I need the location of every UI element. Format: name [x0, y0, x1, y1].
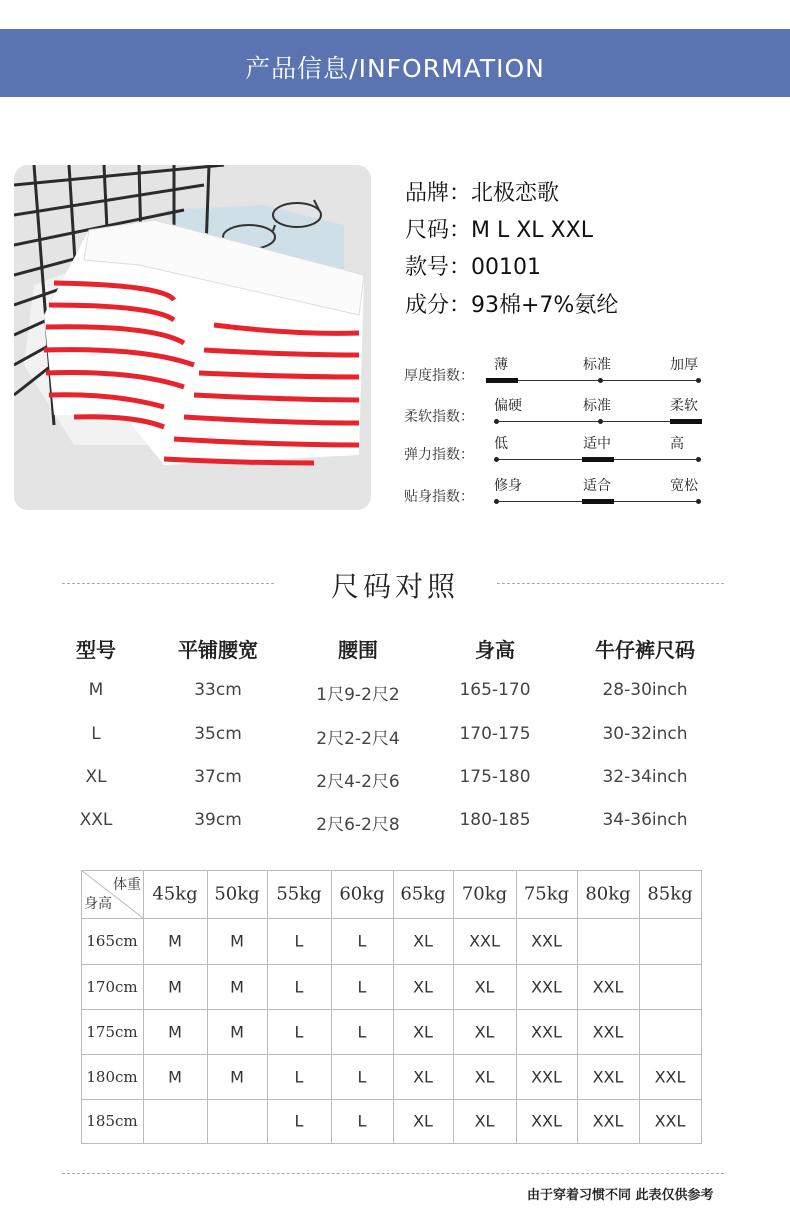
grid-hline: [81, 1099, 702, 1100]
index-label: 柔软指数：: [404, 409, 474, 425]
grid-hline: [81, 1054, 702, 1055]
size-cell: 1尺9-2尺2: [316, 685, 400, 705]
scale-dot: [598, 378, 603, 383]
size-chart-title: 尺码对照: [330, 570, 459, 603]
model-line: 款号：00101: [405, 255, 541, 280]
size-recommendation-cell: XL: [413, 1111, 433, 1131]
size-recommendation-cell: XL: [474, 1111, 495, 1131]
height-label: 165cm: [86, 932, 138, 950]
size-recommendation-cell: L: [294, 1022, 304, 1041]
grid-vline: [143, 870, 144, 1144]
size-recommendation-cell: L: [357, 931, 367, 951]
index-label: 厚度指数：: [404, 368, 474, 384]
footer-note: 由于穿着习惯不同 此表仅供参考: [527, 1188, 714, 1203]
grid-vline: [701, 870, 702, 1144]
scale-option: 柔软: [670, 398, 698, 414]
size-recommendation-cell: XXL: [531, 977, 562, 996]
size-cell: 2尺2-2尺4: [316, 729, 400, 749]
size-recommendation-cell: XL: [413, 1022, 433, 1041]
weight-header: 60kg: [339, 883, 385, 905]
scale-selected-marker: [486, 378, 518, 383]
size-cell: 33cm: [194, 680, 242, 700]
size-recommendation-cell: L: [357, 1022, 367, 1041]
header-title: 产品信息/INFORMATION: [245, 54, 545, 83]
height-label: 185cm: [86, 1112, 138, 1130]
scale-dot: [696, 457, 701, 462]
size-recommendation-cell: L: [357, 977, 367, 996]
corner-weight-label: 体重: [113, 877, 141, 893]
size-cell: 2尺6-2尺8: [316, 815, 400, 835]
size-recommendation-cell: XXL: [654, 1067, 686, 1086]
grid-hline: [81, 964, 702, 965]
index-label: 贴身指数：: [404, 489, 474, 505]
size-recommendation-cell: L: [294, 931, 304, 951]
size-recommendation-cell: M: [230, 1067, 244, 1086]
size-cell: 170-175: [459, 724, 531, 744]
product-photo-illustration: [14, 165, 371, 510]
size-recommendation-cell: L: [357, 1067, 367, 1086]
size-cell: 28-30inch: [602, 680, 688, 700]
grid-vline: [267, 870, 268, 1144]
corner-height-label: 身高: [84, 896, 112, 912]
grid-vline: [207, 870, 208, 1144]
size-recommendation-cell: M: [168, 931, 182, 951]
height-label: 170cm: [86, 977, 138, 996]
size-line: 尺码：M L XL XXL: [405, 218, 593, 243]
footer-divider: [62, 1173, 724, 1174]
size-header: 型号: [76, 638, 116, 662]
size-recommendation-cell: M: [230, 977, 244, 996]
size-header: 牛仔裤尺码: [595, 638, 695, 662]
size-recommendation-cell: XL: [474, 1067, 495, 1086]
size-cell: 32-34inch: [602, 767, 688, 787]
scale-dot: [494, 499, 499, 504]
scale-dot: [494, 419, 499, 424]
size-recommendation-cell: XL: [413, 1067, 433, 1086]
size-cell: 35cm: [194, 724, 242, 744]
weight-header: 70kg: [461, 883, 508, 905]
size-recommendation-cell: XXL: [531, 931, 562, 951]
scale-option: 适合: [583, 478, 611, 494]
scale-option: 修身: [494, 478, 522, 494]
size-recommendation-cell: XXL: [592, 1111, 624, 1131]
size-recommendation-cell: XXL: [469, 931, 500, 951]
brand-line: 品牌：北极恋歌: [405, 181, 560, 206]
size-cell: XXL: [79, 810, 113, 830]
weight-header: 80kg: [585, 883, 631, 905]
size-cell: 30-32inch: [602, 724, 688, 744]
size-header: 身高: [475, 638, 515, 662]
size-recommendation-cell: XXL: [531, 1067, 562, 1086]
scale-option: 宽松: [670, 478, 698, 494]
material-line: 成分：93棉+7%氨纶: [405, 293, 619, 318]
product-photo: [14, 165, 371, 510]
size-header: 腰围: [338, 638, 378, 662]
grid-vline: [393, 870, 394, 1144]
size-recommendation-cell: XXL: [654, 1111, 686, 1131]
grid-hline: [81, 870, 702, 871]
scale-option: 适中: [583, 436, 611, 452]
grid-vline: [516, 870, 517, 1144]
size-cell: M: [88, 680, 104, 700]
size-cell: 180-185: [459, 810, 531, 830]
grid-vline: [453, 870, 454, 1144]
size-cell: XL: [85, 767, 107, 787]
size-recommendation-cell: L: [294, 1067, 304, 1086]
index-label: 弹力指数：: [404, 447, 474, 463]
size-cell: 37cm: [194, 767, 242, 787]
scale-selected-marker: [582, 457, 614, 462]
size-cell: 165-170: [459, 680, 531, 700]
weight-header: 55kg: [276, 883, 322, 905]
size-header: 平铺腰宽: [178, 638, 258, 662]
grid-vline: [639, 870, 640, 1144]
size-recommendation-cell: M: [168, 977, 182, 996]
scale-option: 加厚: [670, 357, 698, 373]
scale-option: 高: [670, 436, 684, 452]
size-recommendation-cell: XXL: [531, 1111, 562, 1131]
header-banner: [0, 29, 790, 97]
size-cell: 2尺4-2尺6: [316, 772, 400, 792]
scale-selected-marker: [582, 499, 614, 504]
grid-hline: [81, 1009, 702, 1010]
size-recommendation-cell: XXL: [592, 1022, 624, 1041]
scale-option: 标准: [583, 398, 611, 414]
scale-option: 薄: [494, 357, 508, 373]
grid-vline: [331, 870, 332, 1144]
scale-dot: [494, 457, 499, 462]
size-recommendation-cell: L: [357, 1111, 367, 1131]
size-recommendation-cell: XL: [413, 977, 433, 996]
weight-height-table: [81, 870, 702, 1144]
size-recommendation-cell: XL: [474, 977, 495, 996]
weight-header: 65kg: [400, 883, 446, 905]
scale-dot: [696, 378, 701, 383]
grid-vline: [577, 870, 578, 1144]
size-cell: 175-180: [459, 767, 531, 787]
size-recommendation-cell: L: [294, 1111, 304, 1131]
grid-hline: [81, 1143, 702, 1144]
weight-header: 85kg: [647, 883, 693, 905]
grid-hline: [81, 918, 702, 919]
size-cell: 34-36inch: [602, 810, 688, 830]
size-recommendation-cell: M: [230, 931, 244, 951]
scale-option: 低: [494, 436, 508, 452]
scale-dot: [598, 419, 603, 424]
size-cell: L: [91, 724, 101, 744]
height-label: 180cm: [86, 1067, 138, 1086]
size-recommendation-cell: L: [294, 977, 304, 996]
scale-dot: [696, 499, 701, 504]
size-recommendation-cell: XXL: [592, 1067, 624, 1086]
size-recommendation-cell: M: [168, 1022, 182, 1041]
size-recommendation-cell: XXL: [592, 977, 624, 996]
scale-selected-marker: [670, 419, 702, 424]
size-recommendation-cell: XL: [474, 1022, 495, 1041]
size-recommendation-cell: M: [230, 1022, 244, 1041]
weight-header: 50kg: [214, 883, 260, 905]
size-cell: 39cm: [194, 810, 242, 830]
scale-option: 标准: [583, 357, 611, 373]
weight-header: 75kg: [523, 883, 570, 905]
size-recommendation-cell: M: [168, 1067, 182, 1086]
scale-option: 偏硬: [494, 398, 522, 414]
weight-header: 45kg: [152, 883, 198, 905]
size-recommendation-cell: XL: [413, 931, 433, 951]
height-label: 175cm: [86, 1022, 138, 1041]
size-recommendation-cell: XXL: [531, 1022, 562, 1041]
